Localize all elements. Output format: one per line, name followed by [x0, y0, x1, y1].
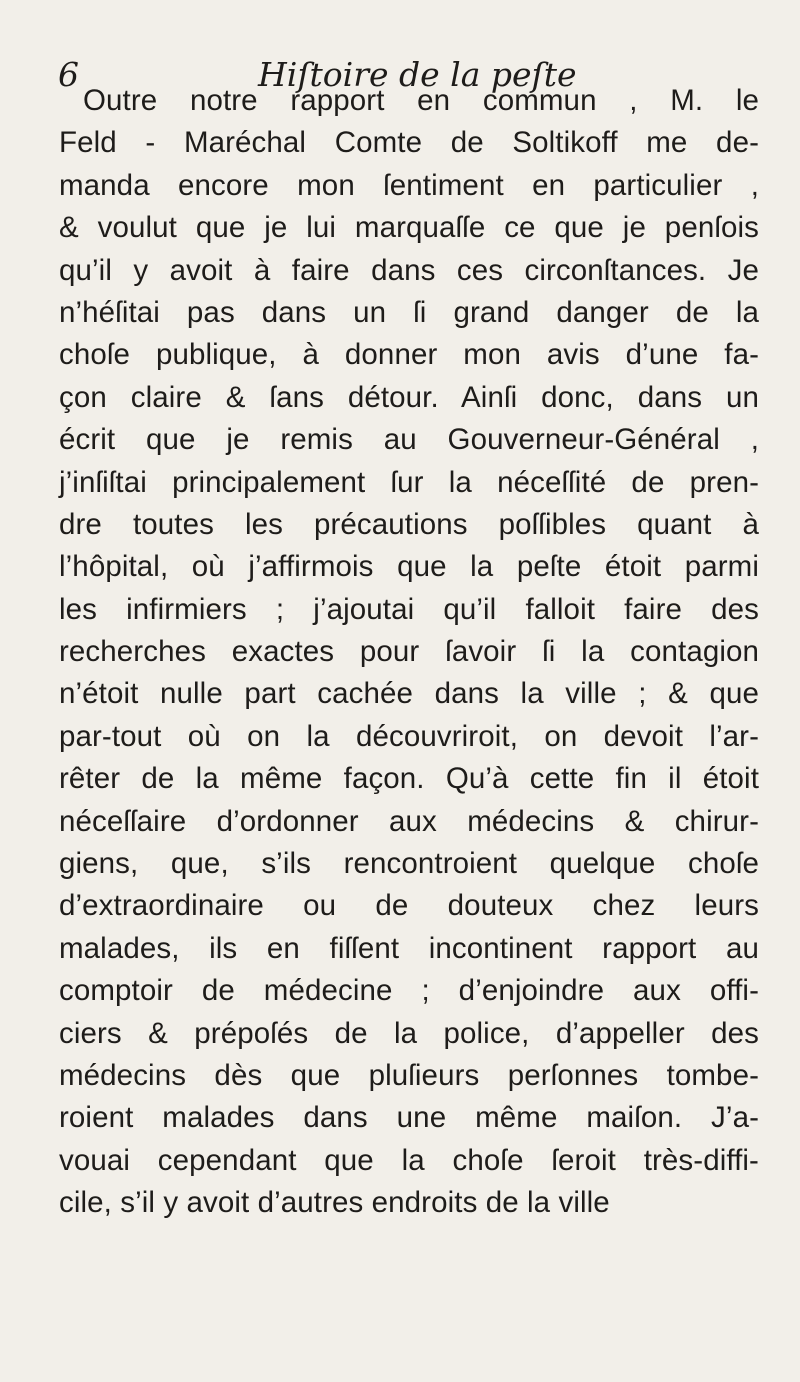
text-line: les infirmiers ; j’ajoutai qu’il falloit faire des	[59, 592, 759, 626]
text-line: cile, s’il y avoit d’autres endroits de la ville	[59, 1186, 610, 1220]
text-line: vouai cependant que la choſe ſeroit très-diffi-	[59, 1143, 759, 1177]
text-line: j’inſiſtai principalement ſur la néceſſité de pren-	[59, 465, 759, 499]
text-line: ciers & prépoſés de la police, d’appeller des	[59, 1016, 759, 1050]
text-line: l’hôpital, où j’affirmois que la peſte étoit parmi	[59, 550, 759, 584]
text-line: n’héſitai pas dans un ſi grand danger de la	[59, 295, 759, 329]
text-line: par-tout où on la découvriroit, on devoit l’ar-	[59, 719, 759, 753]
running-head: Hiſtoire de la peſte	[258, 55, 577, 94]
text-line: malades, ils en fiſſent incontinent rapport au	[59, 931, 759, 965]
page-number: 6	[58, 55, 79, 94]
text-line: comptoir de médecine ; d’enjoindre aux offi-	[59, 974, 759, 1008]
text-line: n’étoit nulle part cachée dans la ville ; & que	[59, 677, 759, 711]
text-line: manda encore mon ſentiment en particulier ,	[59, 168, 759, 202]
text-line: dre toutes les précautions poſſibles quant à	[59, 507, 759, 541]
text-line: qu’il y avoit à faire dans ces circonſtances. Je	[59, 253, 759, 287]
body-text	[59, 80, 759, 1225]
text-line: & voulut que je lui marquaſſe ce que je penſois	[59, 211, 759, 245]
text-line: Feld - Maréchal Comte de Soltikoff me de-	[59, 126, 759, 160]
text-line: giens, que, s’ils rencontroient quelque choſe	[59, 847, 759, 881]
text-line: écrit que je remis au Gouverneur-Général ,	[59, 423, 759, 457]
text-line: recherches exactes pour ſavoir ſi la contagion	[59, 635, 759, 669]
text-line: roient malades dans une même maiſon. J’a-	[59, 1101, 759, 1135]
text-line: médecins dès que pluſieurs perſonnes tombe-	[59, 1058, 759, 1092]
text-line: choſe publique, à donner mon avis d’une fa-	[59, 338, 759, 372]
text-line: rêter de la même façon. Qu’à cette fin il étoit	[59, 762, 759, 796]
text-line: néceſſaire d’ordonner aux médecins & chirur-	[59, 804, 759, 838]
text-line: Outre notre rapport en commun , M. le	[83, 84, 759, 117]
text-line: çon claire & ſans détour. Ainſi donc, dans un	[59, 380, 759, 414]
text-line: d’extraordinaire ou de douteux chez leurs	[59, 889, 759, 923]
